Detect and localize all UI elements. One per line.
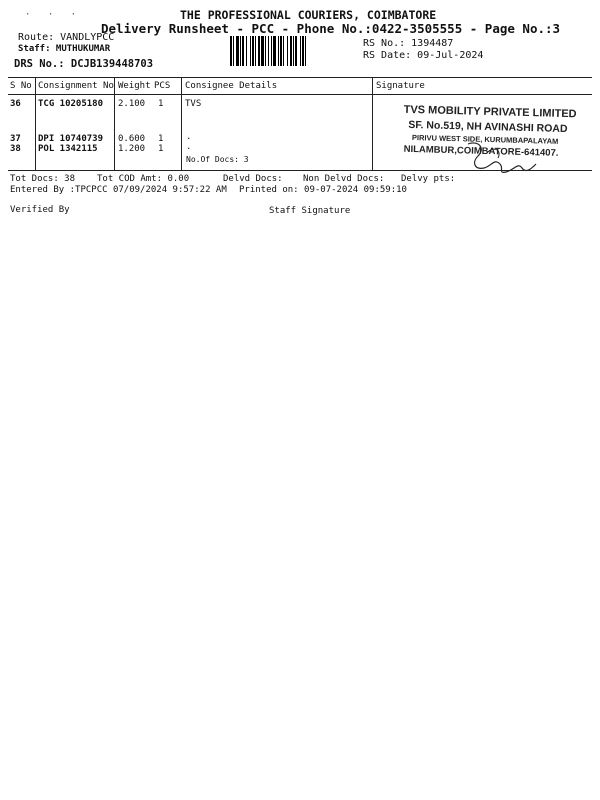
tot-cod-amount: Tot COD Amt: 0.00 — [97, 174, 190, 184]
row-pcs: 1 — [158, 134, 164, 144]
handwritten-signature — [448, 138, 548, 178]
staff-text: Staff: MUTHUKUMAR — [18, 44, 111, 54]
row-consignee: . — [186, 132, 192, 142]
non-delivered-docs: Non Delvd Docs: — [303, 174, 385, 184]
row-consignment: POL 1342115 — [38, 144, 98, 154]
row-weight: 1.200 — [118, 144, 146, 154]
row-sno: 37 — [10, 134, 21, 144]
route-text: Route: VANDLYPCC — [18, 32, 115, 43]
stamp-line: SF. No.519, NH AVINASHI ROAD — [408, 118, 568, 136]
stamp-line: PIRIVU WEST SIDE, KURUMBAPALAYAM — [411, 133, 559, 146]
row-pcs: 1 — [158, 144, 164, 154]
barcode-image — [230, 36, 358, 66]
no-of-docs: No.Of Docs: 3 — [186, 155, 249, 164]
row-weight: 0.600 — [118, 134, 146, 144]
page-subtitle: Delivery Runsheet - PCC - Phone No.:0422-3505555 - Page No.:3 — [101, 21, 561, 36]
page-title: THE PROFESSIONAL COURIERS, COIMBATORE — [180, 8, 437, 22]
row-sno: 38 — [10, 144, 21, 154]
row-consignee: TVS — [185, 99, 202, 109]
table-header-border — [8, 94, 592, 95]
rs-date: RS Date: 09-Jul-2024 — [363, 50, 484, 61]
stamp-line: TVS MOBILITY PRIVATE LIMITED — [403, 103, 577, 121]
header-marks: · · · — [25, 10, 83, 20]
row-consignment: TCG 10205180 — [38, 99, 104, 109]
drs-number: DRS No.: DCJB139448703 — [14, 58, 154, 70]
row-weight: 2.100 — [118, 99, 146, 109]
verified-by: Verified By — [10, 205, 70, 215]
table-top-border — [8, 77, 592, 78]
stamp-line: NILAMBUR,COIMBATORE-641407. — [403, 143, 559, 159]
row-sno: 36 — [10, 99, 21, 109]
row-consignment: DPI 10740739 — [38, 134, 104, 144]
tot-docs: Tot Docs: 38 — [10, 174, 76, 184]
printed-on: Printed on: 09-07-2024 09:59:10 — [239, 185, 407, 195]
row-pcs: 1 — [158, 99, 164, 109]
col-divider — [181, 77, 182, 170]
col-header-signature: Signature — [376, 81, 425, 91]
col-divider — [35, 77, 36, 170]
col-header-sno: S No — [10, 81, 32, 91]
col-header-pcs: PCS — [154, 81, 171, 91]
col-header-consignment: Consignment No — [38, 81, 114, 91]
delivery-points: Delvy pts: — [401, 174, 456, 184]
staff-signature: Staff Signature — [269, 206, 351, 216]
rs-number: RS No.: 1394487 — [363, 38, 454, 49]
entered-by: Entered By :TPCPCC 07/09/2024 9:57:22 AM — [10, 185, 227, 195]
col-header-weight: Weight — [118, 81, 151, 91]
row-consignee: . — [186, 142, 192, 152]
col-divider — [114, 77, 115, 170]
delivered-docs: Delvd Docs: — [223, 174, 283, 184]
col-divider — [372, 77, 373, 170]
col-header-consignee: Consignee Details — [185, 81, 278, 91]
